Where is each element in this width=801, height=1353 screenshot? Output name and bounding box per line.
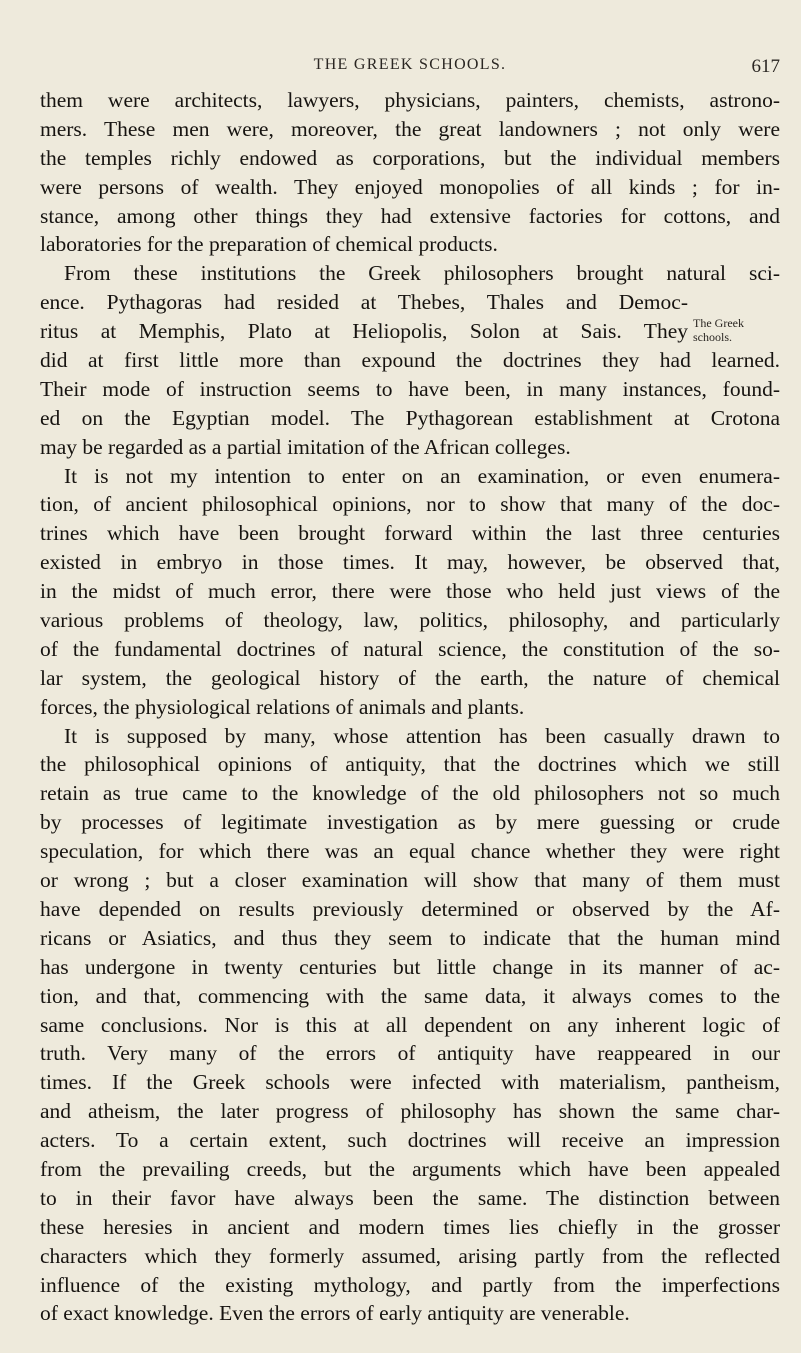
text-line: by processes of legitimate investigation as by mere guessing or crude [40, 810, 780, 835]
text-line: the temples richly endowed as corporations, but the individual members [40, 145, 780, 170]
text-line: has undergone in twenty centuries but little change in its manner of ac- [40, 954, 780, 979]
text-line: It is supposed by many, whose attention has been casually drawn to [64, 723, 780, 748]
text-line: times. If the Greek schools were infected with materialism, pantheism, [40, 1070, 780, 1095]
text-line: were persons of wealth. They enjoyed monopolies of all kinds ; for in- [40, 174, 780, 199]
running-title: THE GREEK SCHOOLS. [313, 56, 507, 73]
text-line: same conclusions. Nor is this at all dependent on any inherent logic of [40, 1012, 780, 1037]
text-line: truth. Very many of the errors of antiquity have reappeared in our [40, 1041, 780, 1066]
text-line: did at first little more than expound the doctrines they had learned. [40, 348, 780, 373]
text-line: or wrong ; but a closer examination will show that many of them must [40, 868, 780, 893]
text-line: lar system, the geological history of the earth, the nature of chemical [40, 665, 780, 690]
text-line: speculation, for which there was an equal chance whether they were right [40, 839, 780, 864]
text-line: ritus at Memphis, Plato at Heliopolis, Solon at Sais. They [40, 319, 688, 344]
text-line: ed on the Egyptian model. The Pythagorean establishment at Crotona [40, 405, 780, 430]
text-line: of exact knowledge. Even the errors of early antiquity are venerable. [40, 1301, 630, 1326]
text-line: forces, the physiological relations of animals and plants. [40, 694, 525, 719]
text-line: ence. Pythagoras had resided at Thebes, Thales and Democ- [40, 290, 688, 315]
text-line: these heresies in ancient and modern times lies chiefly in the grosser [40, 1214, 780, 1239]
text-line: to in their favor have always been the same. The distinction between [40, 1185, 780, 1210]
text-line: from the prevailing creeds, but the arguments which have been appealed [40, 1156, 780, 1181]
text-line: may be regarded as a partial imitation of the African colleges. [40, 434, 571, 459]
text-line: of the fundamental doctrines of natural science, the constitution of the so- [40, 636, 780, 661]
text-line: laboratories for the preparation of chemical products. [40, 232, 498, 257]
text-line: It is not my intention to enter on an examination, or even enumera- [64, 463, 780, 488]
text-line: in the midst of much error, there were those who held just views of the [40, 579, 780, 604]
text-line: retain as true came to the knowledge of the old philosophers not so much [40, 781, 780, 806]
text-line: From these institutions the Greek philosophers brought natural sci- [64, 261, 780, 286]
text-line: ricans or Asiatics, and thus they seem to indicate that the human mind [40, 925, 780, 950]
text-line: them were architects, lawyers, physicians, painters, chemists, astrono- [40, 88, 780, 112]
text-line: influence of the existing mythology, and partly from the imperfections [40, 1272, 780, 1297]
page-number: 617 [751, 56, 780, 77]
text-line: tion, and that, commencing with the same data, it always comes to the [40, 983, 780, 1008]
text-line: acters. To a certain extent, such doctrines will receive an impression [40, 1128, 780, 1153]
text-line: the philosophical opinions of antiquity, that the doctrines which we still [40, 752, 780, 777]
marginal-note-line: schools. [693, 330, 732, 344]
text-line: characters which they formerly assumed, arising partly from the reflected [40, 1243, 780, 1268]
text-line: and atheism, the later progress of philosophy has shown the same char- [40, 1099, 780, 1124]
marginal-note-line: The Greek [693, 316, 744, 330]
text-line: existed in embryo in those times. It may, however, be observed that, [40, 550, 780, 575]
body-text [40, 86, 780, 1328]
text-line: various problems of theology, law, politics, philosophy, and particularly [40, 608, 780, 633]
text-line: trines which have been brought forward within the last three centuries [40, 521, 780, 546]
text-line: stance, among other things they had extensive factories for cottons, and [40, 203, 780, 228]
text-line: Their mode of instruction seems to have been, in many instances, found- [40, 376, 780, 401]
text-line: mers. These men were, moreover, the great landowners ; not only were [40, 116, 780, 141]
running-head [40, 56, 780, 84]
text-line: tion, of ancient philosophical opinions, nor to show that many of the doc- [40, 492, 780, 517]
text-line: have depended on results previously determined or observed by the Af- [40, 896, 780, 921]
